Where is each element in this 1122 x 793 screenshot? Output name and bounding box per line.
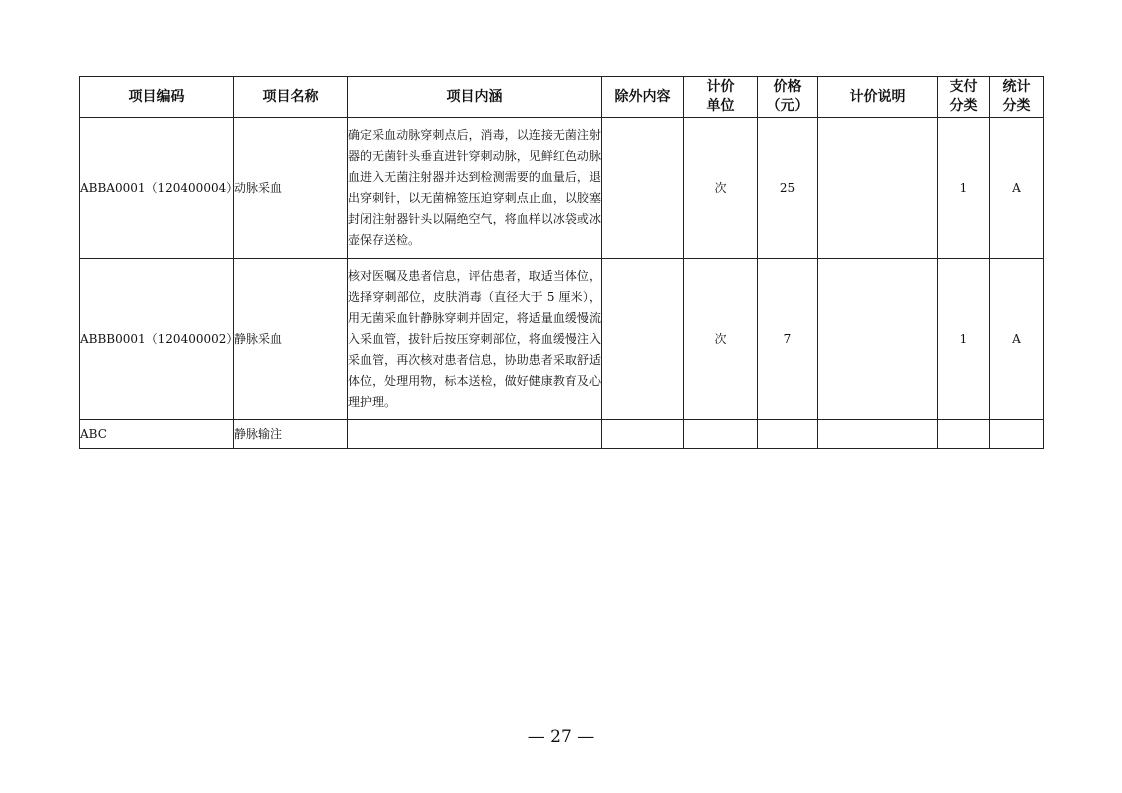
header-item-code: 项目编码 <box>80 77 234 118</box>
header-row <box>80 77 1044 118</box>
item-name-cell: 动脉采血 <box>234 118 348 259</box>
pricing-note-cell <box>818 118 938 259</box>
exclusions-cell <box>602 420 684 449</box>
table-row <box>80 259 1044 420</box>
exclusions-cell <box>602 118 684 259</box>
stat-class-cell: A <box>990 259 1044 420</box>
header-item-content: 项目内涵 <box>348 77 602 118</box>
item-code-cell: ABBB0001（120400002） <box>80 259 234 420</box>
header-unit: 计价 单位 <box>684 77 758 118</box>
stat-class-cell: A <box>990 118 1044 259</box>
header-exclusions: 除外内容 <box>602 77 684 118</box>
item-name-cell: 静脉输注 <box>234 420 348 449</box>
item-content-cell: 确定采血动脉穿刺点后，消毒，以连接无菌注射器的无菌针头垂直进针穿刺动脉，见鲜红色动脉血进入无菌注射器并达到检测需要的血量后，退出穿刺针，以无菌棉签压迫穿刺点止血，以胶塞封闭注射器针头以隔绝空气，将血样以冰袋或冰壶保存送检。 <box>348 118 602 259</box>
header-item-name: 项目名称 <box>234 77 348 118</box>
header-pricing-note: 计价说明 <box>818 77 938 118</box>
page-number: — 27 — <box>527 727 595 747</box>
pricing-table <box>79 76 1044 449</box>
pricing-note-cell <box>818 420 938 449</box>
payment-class-cell: 1 <box>938 259 990 420</box>
unit-cell: 次 <box>684 259 758 420</box>
price-cell <box>758 420 818 449</box>
unit-cell <box>684 420 758 449</box>
header-payment-class: 支付 分类 <box>938 77 990 118</box>
item-content-cell: 核对医嘱及患者信息，评估患者，取适当体位，选择穿刺部位，皮肤消毒（直径大于 5 厘米），用无菌采血针静脉穿刺并固定，将适量血缓慢流入采血管，拔针后按压穿刺部位，将血缓慢注入采血管，再次核对患者信息，协助患者采取舒适体位，处理用物，标本送检，做好健康教育及心理护理。 <box>348 259 602 420</box>
unit-cell: 次 <box>684 118 758 259</box>
item-content-cell <box>348 420 602 449</box>
price-cell: 7 <box>758 259 818 420</box>
table-row <box>80 118 1044 259</box>
item-name-cell: 静脉采血 <box>234 259 348 420</box>
item-code-cell: ABC <box>80 420 234 449</box>
pricing-note-cell <box>818 259 938 420</box>
header-stat-class: 统计 分类 <box>990 77 1044 118</box>
stat-class-cell <box>990 420 1044 449</box>
table-row <box>80 420 1044 449</box>
exclusions-cell <box>602 259 684 420</box>
payment-class-cell: 1 <box>938 118 990 259</box>
payment-class-cell <box>938 420 990 449</box>
header-price: 价格 （元） <box>758 77 818 118</box>
item-code-cell: ABBA0001（120400004） <box>80 118 234 259</box>
price-cell: 25 <box>758 118 818 259</box>
